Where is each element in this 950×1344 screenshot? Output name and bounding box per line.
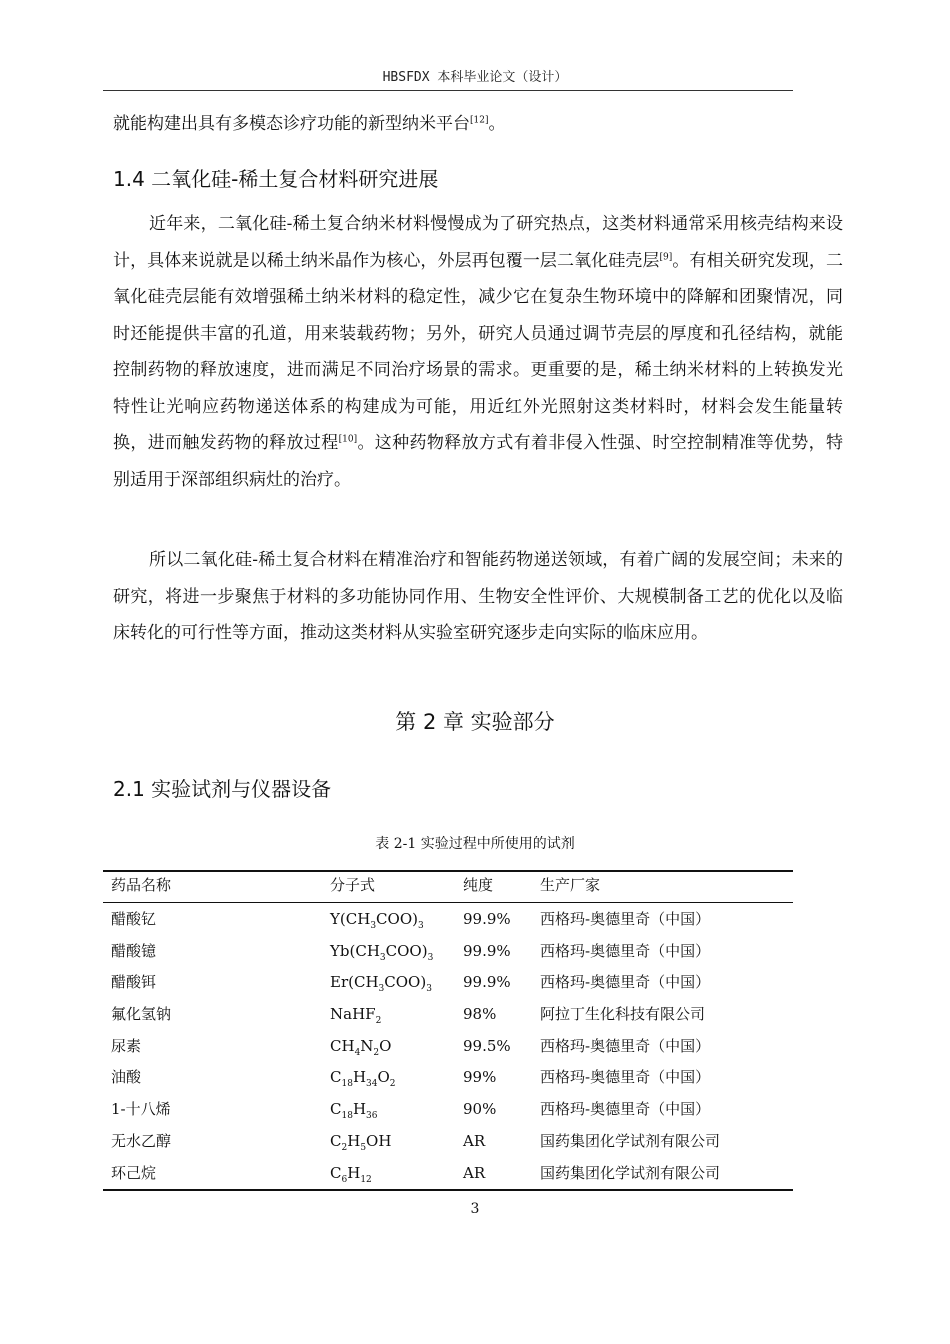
table-row xyxy=(103,936,793,968)
table-caption: 表 2-1 实验过程中所使用的试剂 xyxy=(375,836,575,852)
reagent-table xyxy=(103,870,793,1191)
formula-text: COO) xyxy=(385,941,428,960)
formula-subscript: 12 xyxy=(360,1174,372,1185)
cell-name: 醋酸钇 xyxy=(111,910,157,928)
cell-maker: 西格玛-奥德里奇（中国） xyxy=(540,910,711,928)
table-row xyxy=(103,967,793,999)
paragraph-text: 。这种药物释放方式有着非侵入性强、时空控制精准等优势，特别适用于深部组织病灶的治疗。 xyxy=(113,433,844,490)
cell-name: 尿素 xyxy=(111,1036,142,1055)
formula-text: H xyxy=(352,1068,367,1087)
table-row xyxy=(103,1158,793,1190)
paragraph-1 xyxy=(113,206,843,498)
formula-text: C xyxy=(330,1163,342,1182)
formula-subscript: 2 xyxy=(373,1047,380,1058)
formula-text: Yb(CH xyxy=(330,941,380,960)
cell-formula xyxy=(330,1062,396,1094)
chapter-heading: 第 2 章 实验部分 xyxy=(395,710,555,734)
formula-text: C xyxy=(330,1131,342,1150)
cell-name: 醋酸镱 xyxy=(111,941,157,960)
cell-purity: 99% xyxy=(463,1068,497,1087)
formula-text: H xyxy=(352,1100,367,1119)
formula-subscript: 3 xyxy=(379,952,386,963)
section-heading-2-1: 2.1 实验试剂与仪器设备 xyxy=(113,777,332,801)
formula-text: Y(CH xyxy=(330,910,371,928)
formula-text: C xyxy=(330,1100,342,1119)
formula-subscript: 5 xyxy=(360,1142,367,1153)
formula-text: CH xyxy=(330,1036,355,1055)
formula-text: H xyxy=(347,1131,361,1150)
citation-ref: [9] xyxy=(659,251,673,262)
formula-text: COO) xyxy=(384,973,427,992)
cell-formula xyxy=(330,1158,372,1190)
cell-maker: 西格玛-奥德里奇（中国） xyxy=(540,1100,711,1119)
paragraph-text: 近年来，二氧化硅-稀土复合纳米材料慢慢成为了研究热点，这类材料通常采用核壳结构来设计，具体来说就是以稀土纳米晶作为核心，外层再包覆一层二氧化硅壳层 xyxy=(113,214,843,271)
cell-maker: 国药集团化学试剂有限公司 xyxy=(540,1163,721,1182)
formula-subscript: 36 xyxy=(366,1111,378,1122)
cell-purity: 99.9% xyxy=(463,973,511,992)
paragraph-text: 。 xyxy=(488,114,506,134)
cell-formula xyxy=(330,1126,391,1158)
formula-text: O xyxy=(379,1036,392,1055)
formula-text: Er(CH xyxy=(330,973,379,992)
header-cell-purity: 纯度 xyxy=(463,876,494,894)
formula-subscript: 2 xyxy=(389,1079,396,1090)
page-number: 3 xyxy=(470,1201,480,1217)
table-row xyxy=(103,1031,793,1063)
table-row xyxy=(103,1126,793,1158)
header-cell-formula: 分子式 xyxy=(330,876,376,894)
formula-subscript: 4 xyxy=(354,1047,361,1058)
formula-subscript: 18 xyxy=(341,1111,353,1122)
cell-maker: 国药集团化学试剂有限公司 xyxy=(540,1131,721,1150)
cell-name: 1-十八烯 xyxy=(111,1100,171,1119)
formula-subscript: 3 xyxy=(426,984,432,995)
table-header-row xyxy=(103,872,793,902)
header-cell-name: 药品名称 xyxy=(111,876,172,894)
cell-formula xyxy=(330,967,432,999)
cell-formula xyxy=(330,936,433,968)
cell-name: 醋酸铒 xyxy=(111,973,157,992)
formula-text: H xyxy=(347,1163,361,1182)
cell-purity: 98% xyxy=(463,1005,497,1024)
formula-text: N xyxy=(360,1036,374,1055)
formula-text: COO) xyxy=(376,910,418,928)
formula-text: OH xyxy=(366,1131,392,1150)
header-rule xyxy=(103,90,793,91)
formula-text: C xyxy=(330,1068,342,1087)
paragraph-continuation xyxy=(113,106,843,143)
cell-purity: 99.5% xyxy=(463,1036,511,1055)
cell-purity: AR xyxy=(463,1131,486,1150)
section-heading-1-4: 1.4 二氧化硅-稀土复合材料研究进展 xyxy=(113,167,439,191)
cell-name: 氟化氢钠 xyxy=(111,1005,172,1024)
table-body xyxy=(103,904,793,1189)
cell-purity: 99.9% xyxy=(463,910,511,928)
cell-formula xyxy=(330,1094,377,1126)
cell-maker: 西格玛-奥德里奇（中国） xyxy=(540,973,711,992)
table-header-rule xyxy=(103,902,793,903)
formula-subscript: 3 xyxy=(417,921,424,931)
formula-subscript: 6 xyxy=(341,1174,348,1185)
formula-subscript: 3 xyxy=(370,921,377,931)
cell-formula xyxy=(330,999,381,1031)
formula-subscript: 18 xyxy=(341,1079,353,1090)
cell-maker: 西格玛-奥德里奇（中国） xyxy=(540,1036,711,1055)
table-bottom-rule xyxy=(103,1189,793,1191)
citation-ref: [12] xyxy=(470,115,489,126)
cell-name: 环己烷 xyxy=(111,1163,157,1182)
table-row xyxy=(103,904,793,936)
cell-formula xyxy=(330,1031,391,1063)
formula-subscript: 3 xyxy=(378,984,385,995)
formula-subscript: 34 xyxy=(366,1079,378,1090)
formula-subscript: 3 xyxy=(427,952,434,963)
formula-subscript: 2 xyxy=(341,1142,348,1153)
cell-formula xyxy=(330,904,424,936)
cell-maker: 西格玛-奥德里奇（中国） xyxy=(540,1068,711,1087)
paragraph-text: 就能构建出具有多模态诊疗功能的新型纳米平台 xyxy=(113,114,470,134)
table-row xyxy=(103,999,793,1031)
table-row xyxy=(103,1062,793,1094)
citation-ref: [10] xyxy=(338,434,358,445)
formula-text: NaHF xyxy=(330,1005,376,1024)
cell-purity: 90% xyxy=(463,1100,497,1119)
cell-purity: AR xyxy=(463,1163,486,1182)
cell-purity: 99.9% xyxy=(463,941,511,960)
paragraph-text: 。有相关研究发现，二氧化硅壳层能有效增强稀土纳米材料的稳定性，减少它在复杂生物环境中的降解和团聚情况，同时还能提供丰富的孔道，用来装载药物；另外，研究人员通过调节壳层的厚度和孔径结构，就能控制药物的释放速度，进而满足不同治疗场景的需求。更重要的是，稀土纳米材料的上转换发光特性让光响应药物递送体系的构建成为可能，用近红外光照射这类材料时，材料会发生能量转换，进而触发药物的释放过程 xyxy=(113,250,844,453)
formula-text: O xyxy=(377,1068,390,1087)
cell-maker: 西格玛-奥德里奇（中国） xyxy=(540,941,711,960)
paragraph-2: 所以二氧化硅-稀土复合材料在精准治疗和智能药物递送领域，有着广阔的发展空间；未来的研究，将进一步聚焦于材料的多功能协同作用、生物安全性评价、大规模制备工艺的优化以及临床转化的可行性等方面，推动这类材料从实验室研究逐步走向实际的临床应用。 xyxy=(113,550,843,643)
page-header: HBSFDX 本科毕业论文（设计） xyxy=(382,70,568,85)
cell-name: 无水乙醇 xyxy=(111,1131,172,1150)
table-row xyxy=(103,1094,793,1126)
formula-subscript: 2 xyxy=(375,1016,382,1027)
header-cell-maker: 生产厂家 xyxy=(540,876,601,894)
cell-maker: 阿拉丁生化科技有限公司 xyxy=(540,1005,706,1024)
cell-name: 油酸 xyxy=(111,1068,142,1087)
